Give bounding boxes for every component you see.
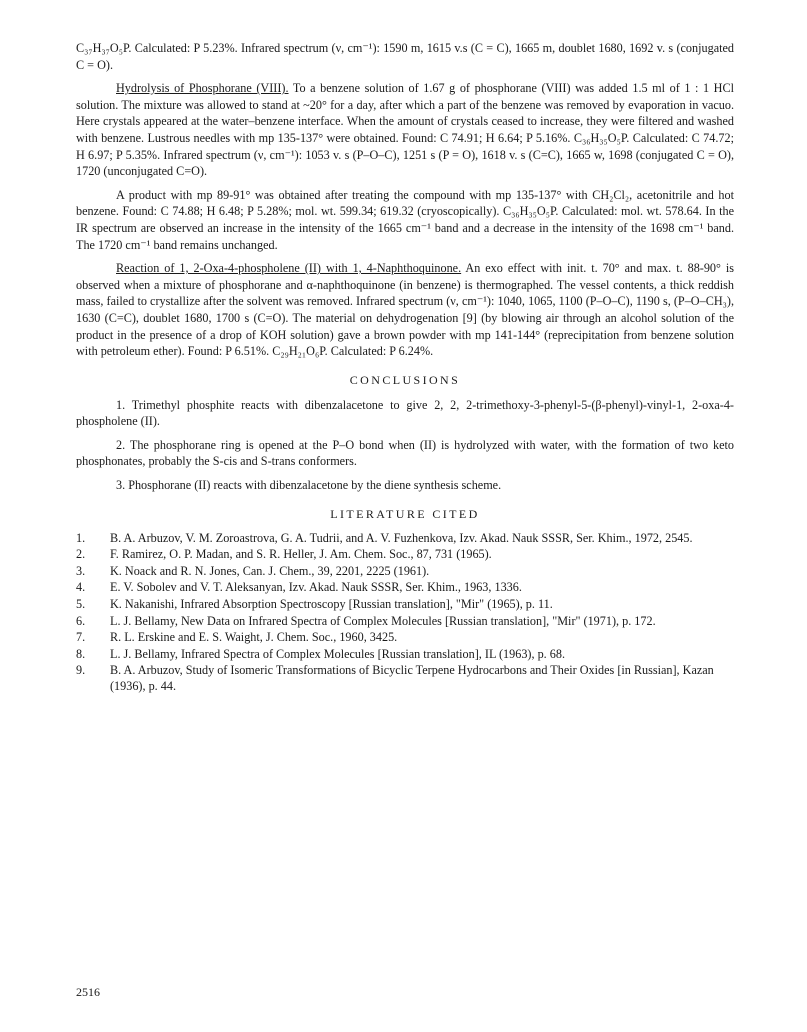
reference-text: K. Nakanishi, Infrared Absorption Spectroscopy [Russian translation], "Mir" (1965), p. 11.: [110, 597, 553, 612]
reference-item: [76, 564, 734, 580]
paragraph-reaction: [76, 260, 734, 360]
reference-text: K. Noack and R. N. Jones, Can. J. Chem., 39, 2201, 2225 (1961).: [110, 563, 430, 578]
reference-number: 5.: [76, 597, 86, 612]
paragraph-hydrolysis-text: To a benzene solution of 1.67 g of phosphorane (VIII) was added 1.5 ml of 1 : 1 HCl solution. The mixture was allowed to stand at ~20° for a day, after which a part of the benzene was removed by evaporation in vacuo. Here crystals appeared at the water–benzene interface. When the amount of crystals ceased to increase, they were filtered and washed with benzene. Lustrous needles with mp 135-137° were obtained. Found: C 74.91; H 6.64; P 5.16%. C₃₆H₃₅O₅P. Calculated: C 74.72; H 6.97; P 5.35%. Infrared spectrum (ν, cm⁻¹): 1053 v. s (P–O–C), 1251 s (P = O), 1618 v. s (C=C), 1665 w, 1698 (conjugated C = O), 1720 (unconjugated C=O).: [76, 81, 734, 179]
reference-number: 7.: [76, 630, 86, 645]
reference-text: B. A. Arbuzov, V. M. Zoroastrova, G. A. Tudrii, and A. V. Fuzhenkova, Izv. Akad. Nauk SSSR, Ser. Khim., 1972, 2545.: [110, 530, 693, 545]
reference-text: L. J. Bellamy, Infrared Spectra of Complex Molecules [Russian translation], IL (1963), p. 68.: [110, 646, 566, 661]
literature-heading: LITERATURE CITED: [330, 506, 480, 521]
reference-item: [76, 647, 734, 663]
reference-item: [76, 580, 734, 596]
paragraph-continuation: C₃₇H₃₇O₅P. Calculated: P 5.23%. Infrared spectrum (ν, cm⁻¹): 1590 m, 1615 v.s (C = C), 1665 m, doublet 1680, 1692 v. s (conjugated C = O).: [76, 41, 734, 72]
reference-number: 4.: [76, 580, 86, 595]
reference-text: R. L. Erskine and E. S. Waight, J. Chem. Soc., 1960, 3425.: [110, 630, 398, 645]
paragraph-reaction-text: An exo effect with init. t. 70° and max. t. 88-90° is observed when a mixture of phosphorane and α-naphthoquinone (in benzene) is thermographed. The vessel contents, a thick reddish mass, failed to crystallize after the solvent was removed. Infrared spectrum (ν, cm⁻¹): 1040, 1065, 1100 (P–O–C), 1190 s, (P–O–CH₃), 1630 (C=C), doublet 1680, 1700 s (C=O). The material on dehydrogenation [9] (by blowing air through an alcohol solution of the product in the presence of a drop of KOH solution) gave a brown powder with mp 141-144° (reprecipitation from benzene solution with petroleum ether). Found: P 6.51%. C₂₉H₂₁O₆P. Calculated: P 6.24%.: [76, 261, 734, 359]
reference-item: [76, 614, 734, 630]
section-heading-reaction: Reaction of 1, 2-Oxa-4-phospholene (II) with 1, 4-Naphthoquinone.: [116, 261, 462, 276]
reference-item: [76, 663, 734, 694]
conclusions-heading: CONCLUSIONS: [349, 372, 461, 387]
reference-number: 3.: [76, 563, 86, 578]
reference-item: [76, 630, 734, 646]
reference-item: [76, 597, 734, 613]
article-body: [76, 40, 734, 695]
paragraph-hydrolysis: [76, 80, 734, 180]
reference-number: 9.: [76, 663, 86, 678]
reference-item: [76, 531, 734, 547]
conclusion-item: 2. The phosphorane ring is opened at the P–O bond when (II) is hydrolyzed with water, with the formation of two keto phosphonates, probably the S-cis and S-trans conformers.: [76, 437, 734, 469]
section-heading-hydrolysis: Hydrolysis of Phosphorane (VIII).: [116, 81, 289, 96]
reference-number: 8.: [76, 646, 86, 661]
reference-item: [76, 547, 734, 563]
reference-text: E. V. Sobolev and V. T. Aleksanyan, Izv. Akad. Nauk SSSR, Ser. Khim., 1963, 1336.: [110, 580, 522, 595]
reference-text: F. Ramirez, O. P. Madan, and S. R. Heller, J. Am. Chem. Soc., 87, 731 (1965).: [110, 547, 492, 562]
paragraph-product: A product with mp 89-91° was obtained after treating the compound with mp 135-137° with CH₂Cl₂, acetonitrile and hot benzene. Found: C 74.88; H 6.48; P 5.28%; mol. wt. 599.34; 619.32 (cryoscopically). C₃₆H₃₅O₅P. Calculated: mol. wt. 578.64. In the IR spectrum are observed an increase in the intensity of the 1665 cm⁻¹ band and a decrease in the intensity of the 1698 cm⁻¹ band. The 1720 cm⁻¹ band remains unchanged.: [76, 187, 734, 252]
reference-list: [76, 531, 734, 695]
reference-number: 1.: [76, 530, 86, 545]
reference-number: 6.: [76, 613, 86, 628]
reference-number: 2.: [76, 547, 86, 562]
page-number: 2516: [76, 985, 100, 999]
reference-text: L. J. Bellamy, New Data on Infrared Spectra of Complex Molecules [Russian translation], "Mir" (1971), p. 172.: [110, 613, 656, 628]
conclusion-item: 1. Trimethyl phosphite reacts with dibenzalacetone to give 2, 2, 2-trimethoxy-3-phenyl-5-(β-phenyl)-vinyl-1, 2-oxa-4-phospholene (II).: [76, 397, 734, 429]
conclusion-item: 3. Phosphorane (II) reacts with dibenzalacetone by the diene synthesis scheme.: [116, 478, 502, 493]
reference-text: B. A. Arbuzov, Study of Isomeric Transformations of Bicyclic Terpene Hydrocarbons and Their Oxides [in Russian], Kazan (1936), p. 44.: [110, 663, 714, 693]
